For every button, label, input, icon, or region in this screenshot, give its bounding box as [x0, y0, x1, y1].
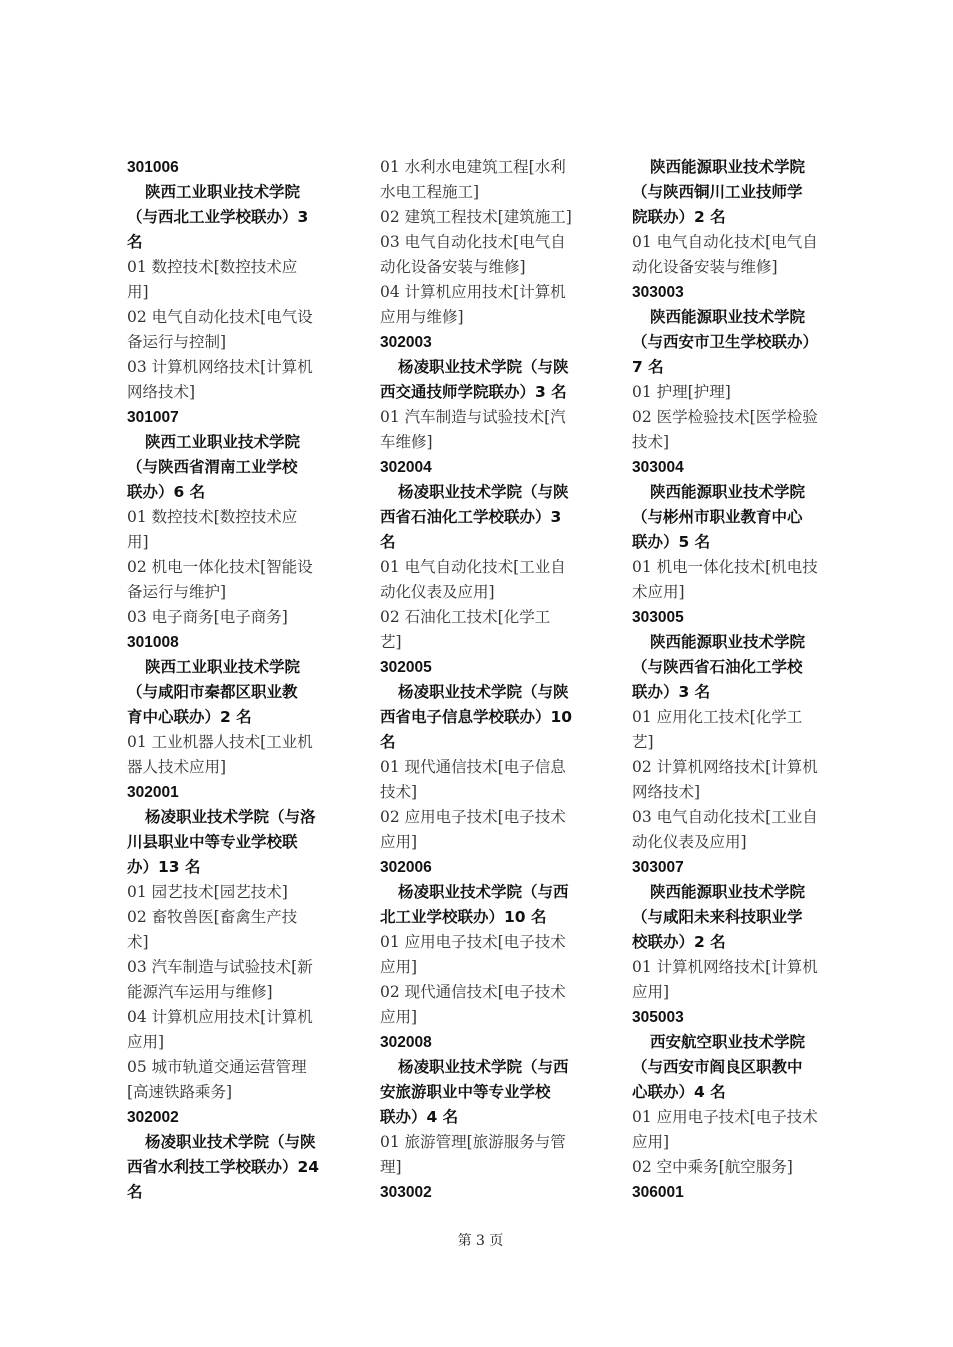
program-code: 302005	[380, 659, 432, 676]
school-title: 院联办）2 名	[632, 208, 726, 226]
major-item: 动化设备安装与维修]	[380, 258, 526, 276]
school-title: 杨凌职业技术学院（与陕	[398, 358, 569, 376]
school-title: 名	[380, 533, 396, 551]
major-item: 技术]	[380, 783, 418, 801]
program-code: 301007	[127, 409, 179, 426]
school-title: 西省石油化工学校联办）3	[380, 508, 562, 526]
school-title: （与陕西铜川工业技师学	[632, 183, 803, 201]
major-item: 05 城市轨道交通运营管理	[127, 1058, 307, 1076]
program-code: 303005	[632, 609, 684, 626]
school-title: 陕西能源职业技术学院	[650, 883, 806, 901]
school-title: 杨凌职业技术学院（与洛	[145, 808, 316, 826]
school-title: 陕西能源职业技术学院	[650, 308, 806, 326]
major-item: 01 汽车制造与试验技术[汽	[380, 408, 566, 426]
school-title: 陕西能源职业技术学院	[650, 158, 806, 176]
school-title: 名	[127, 1183, 143, 1201]
major-item: 02 畜牧兽医[畜禽生产技	[127, 908, 298, 926]
major-item: 01 数控技术[数控技术应	[127, 258, 298, 276]
major-item: 应用]	[127, 1033, 165, 1051]
major-item: 01 电气自动化技术[电气自	[632, 233, 818, 251]
major-item: 术]	[127, 933, 149, 951]
program-code: 301008	[127, 634, 179, 651]
school-title: 联办）6 名	[127, 483, 206, 501]
major-item: 02 空中乘务[航空服务]	[632, 1158, 793, 1176]
major-item: 车维修]	[380, 433, 433, 451]
program-code: 302008	[380, 1034, 432, 1051]
major-item: 02 机电一体化技术[智能设	[127, 558, 313, 576]
major-item: 01 机电一体化技术[机电技	[632, 558, 818, 576]
school-title: 杨凌职业技术学院（与陕	[145, 1133, 316, 1151]
major-item: 02 现代通信技术[电子技术	[380, 983, 566, 1001]
major-item: 01 工业机器人技术[工业机	[127, 733, 313, 751]
school-title: 西交通技师学院联办）3 名	[380, 383, 567, 401]
major-item: 水电工程施工]	[380, 183, 480, 201]
school-title: 育中心联办）2 名	[127, 708, 252, 726]
major-item: 03 汽车制造与试验技术[新	[127, 958, 313, 976]
school-title: 联办）5 名	[632, 533, 711, 551]
major-item: 02 建筑工程技术[建筑施工]	[380, 208, 572, 226]
school-title: 北工业学校联办）10 名	[380, 908, 547, 926]
major-item: 网络技术]	[632, 783, 701, 801]
school-title: 心联办）4 名	[632, 1083, 726, 1101]
major-item: 备运行与控制]	[127, 333, 227, 351]
school-title: 西省水利技工学校联办）24	[127, 1158, 320, 1176]
major-item: 能源汽车运用与维修]	[127, 983, 273, 1001]
school-title: （与陕西省石油化工学校	[632, 658, 803, 676]
school-title: 西安航空职业技术学院	[650, 1033, 806, 1051]
major-item: 理]	[380, 1158, 402, 1176]
program-code: 303007	[632, 859, 684, 876]
major-item: 应用]	[632, 983, 670, 1001]
major-item: 01 应用电子技术[电子技术	[632, 1108, 818, 1126]
major-item: 01 应用化工技术[化学工	[632, 708, 803, 726]
major-item: 01 园艺技术[园艺技术]	[127, 883, 288, 901]
major-item: 艺]	[380, 633, 402, 651]
school-title: 校联办）2 名	[632, 933, 726, 951]
major-item: 应用]	[380, 833, 418, 851]
column-1	[127, 155, 337, 1205]
school-title: 联办）4 名	[380, 1108, 459, 1126]
school-title: 名	[380, 733, 396, 751]
major-item: 04 计算机应用技术[计算机	[127, 1008, 313, 1026]
school-title: （与西北工业学校联办）3	[127, 208, 309, 226]
school-title: （与西安市卫生学校联办）	[632, 333, 819, 351]
major-item: 技术]	[632, 433, 670, 451]
major-item: [高速铁路乘务]	[127, 1083, 233, 1101]
major-item: 02 电气自动化技术[电气设	[127, 308, 313, 326]
school-title: 杨凌职业技术学院（与西	[398, 883, 569, 901]
major-item: 02 医学检验技术[医学检验	[632, 408, 818, 426]
major-item: 术应用]	[632, 583, 685, 601]
major-item: 01 数控技术[数控技术应	[127, 508, 298, 526]
major-item: 01 电气自动化技术[工业自	[380, 558, 566, 576]
major-item: 艺]	[632, 733, 654, 751]
major-item: 01 应用电子技术[电子技术	[380, 933, 566, 951]
major-item: 02 计算机网络技术[计算机	[632, 758, 818, 776]
major-item: 01 计算机网络技术[计算机	[632, 958, 818, 976]
page-number: 第 3 页	[457, 1233, 504, 1249]
school-title: 川县职业中等专业学校联	[127, 833, 298, 851]
school-title: 杨凌职业技术学院（与陕	[398, 483, 569, 501]
major-item: 器人技术应用]	[127, 758, 227, 776]
major-item: 04 计算机应用技术[计算机	[380, 283, 566, 301]
school-title: （与咸阳市秦都区职业教	[127, 683, 298, 701]
program-code: 303003	[632, 284, 684, 301]
major-item: 03 电气自动化技术[工业自	[632, 808, 818, 826]
major-item: 03 电子商务[电子商务]	[127, 608, 288, 626]
column-2	[380, 155, 590, 1205]
major-item: 用]	[127, 533, 149, 551]
school-title: 陕西工业职业技术学院	[145, 183, 301, 201]
major-item: 01 护理[护理]	[632, 383, 731, 401]
school-title: 西省电子信息学校联办）10	[380, 708, 573, 726]
program-code: 302002	[127, 1109, 179, 1126]
major-item: 应用与维修]	[380, 308, 464, 326]
major-item: 03 电气自动化技术[电气自	[380, 233, 566, 251]
school-title: 陕西能源职业技术学院	[650, 483, 806, 501]
major-item: 01 水利水电建筑工程[水利	[380, 158, 566, 176]
school-title: 安旅游职业中等专业学校	[380, 1083, 551, 1101]
column-3	[632, 155, 842, 1205]
school-title: 陕西能源职业技术学院	[650, 633, 806, 651]
major-item: 备运行与维护]	[127, 583, 227, 601]
program-code: 302004	[380, 459, 432, 476]
school-title: 名	[127, 233, 143, 251]
major-item: 动化设备安装与维修]	[632, 258, 778, 276]
major-item: 网络技术]	[127, 383, 196, 401]
major-item: 应用]	[380, 958, 418, 976]
school-title: 7 名	[632, 358, 664, 376]
program-code: 306001	[632, 1184, 684, 1201]
program-code: 305003	[632, 1009, 684, 1026]
major-item: 动化仪表及应用]	[632, 833, 747, 851]
program-code: 302006	[380, 859, 432, 876]
school-title: 杨凌职业技术学院（与陕	[398, 683, 569, 701]
school-title: （与咸阳未来科技职业学	[632, 908, 803, 926]
school-title: （与陕西省渭南工业学校	[127, 458, 298, 476]
school-title: 陕西工业职业技术学院	[145, 658, 301, 676]
major-item: 01 现代通信技术[电子信息	[380, 758, 566, 776]
school-title: （与彬州市职业教育中心	[632, 508, 803, 526]
school-title: 陕西工业职业技术学院	[145, 433, 301, 451]
major-item: 02 石油化工技术[化学工	[380, 608, 551, 626]
program-code: 302003	[380, 334, 432, 351]
major-item: 应用]	[632, 1133, 670, 1151]
major-item: 动化仪表及应用]	[380, 583, 495, 601]
program-code: 303004	[632, 459, 684, 476]
school-title: （与西安市阎良区职教中	[632, 1058, 803, 1076]
major-item: 03 计算机网络技术[计算机	[127, 358, 313, 376]
major-item: 02 应用电子技术[电子技术	[380, 808, 566, 826]
program-code: 303002	[380, 1184, 432, 1201]
major-item: 应用]	[380, 1008, 418, 1026]
program-code: 301006	[127, 159, 179, 176]
school-title: 联办）3 名	[632, 683, 711, 701]
major-item: 用]	[127, 283, 149, 301]
school-title: 杨凌职业技术学院（与西	[398, 1058, 569, 1076]
program-code: 302001	[127, 784, 179, 801]
school-title: 办）13 名	[127, 858, 201, 876]
major-item: 01 旅游管理[旅游服务与管	[380, 1133, 566, 1151]
